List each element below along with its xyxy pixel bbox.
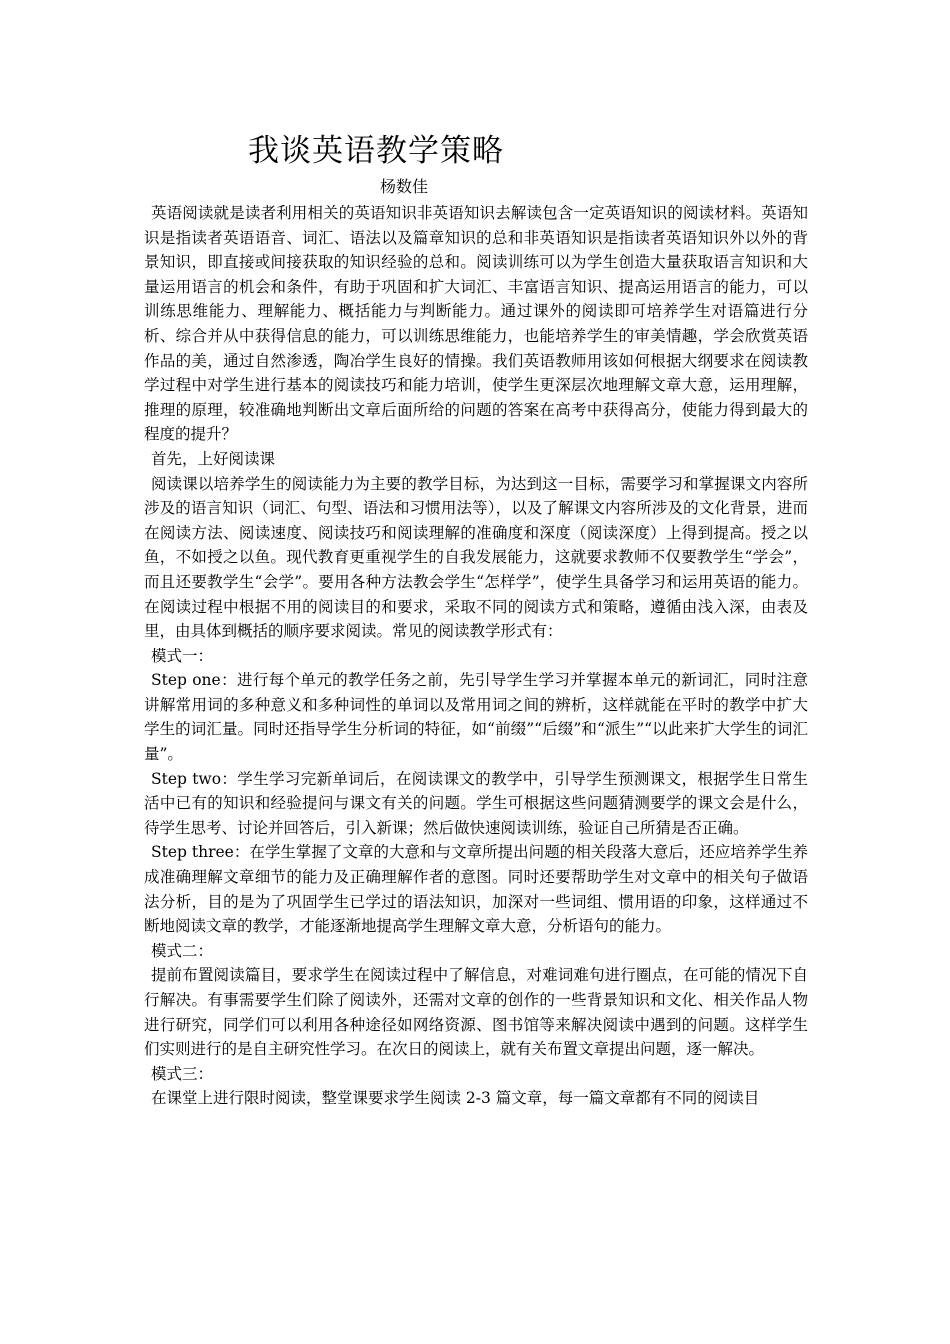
paragraph-step-two: Step two：学生学习完新单词后，在阅读课文的教学中，引导学生预测课文，根据学生日常生活中已有的知识和经验提问与课文有关的问题。学生可根据这些问题猜测要学的课文会是什么，待学生思考、讨论并回答后，引入新课；然后做快速阅读训练，验证自己所猜是否正确。 <box>144 769 808 837</box>
paragraph-mode-two: 提前布置阅读篇目，要求学生在阅读过程中了解信息，对难词难句进行圈点，在可能的情况下自行解决。有事需要学生们除了阅读外，还需对文章的创作的一些背景知识和文化、相关作品人物进行研究，同学们可以利用各种途径如网络资源、图书馆等来解决阅读中遇到的问题。这样学生们实则进行的是自主研究性学习。在次日的阅读上，就有关布置文章提出问题，逐一解决。 <box>144 966 808 1059</box>
paragraph-step-three: Step three：在学生掌握了文章的大意和与文章所提出问题的相关段落大意后，还应培养学生养成准确理解文章细节的能力及正确理解作者的意图。同时还要帮助学生对文章中的相关句子做语法分析，目的是为了巩固学生已学过的语法知识，加深对一些词组、惯用语的印象，这样通过不断地阅读文章的教学，才能逐渐地提高学生理解文章大意，分析语句的能力。 <box>144 843 808 936</box>
mode-two-heading: 模式二： <box>150 941 213 960</box>
paragraph-reading-class: 阅读课以培养学生的阅读能力为主要的教学目标，为达到这一目标，需要学习和掌握课文内容所涉及的语言知识（词汇、句型、语法和习惯用法等），以及了解课文内容所涉及的文化背景，进而在阅读方法、阅读速度、阅读技巧和阅读理解的准确度和深度（阅读深度）上得到提高。授之以鱼，不如授之以鱼。现代教育更重视学生的自我发展能力，这就要求教师不仅要教学生“学会”，而且还要教学生“会学”。要用各种方法教会学生“怎样学”，使学生具备学习和运用英语的能力。在阅读过程中根据不用的阅读目的和要求，采取不同的阅读方式和策略，遵循由浅入深，由表及里，由具体到概括的顺序要求阅读。常见的阅读教学形式有： <box>144 474 808 641</box>
mode-three-heading: 模式三： <box>150 1064 213 1083</box>
document-body <box>144 201 808 1111</box>
mode-one-heading: 模式一： <box>150 646 213 665</box>
section-heading-first: 首先，上好阅读课 <box>150 449 275 468</box>
paragraph-mode-three: 在课堂上进行限时阅读，整堂课要求学生阅读 2-3 篇文章，每一篇文章都有不同的阅读目 <box>150 1089 760 1108</box>
document-author: 杨数佳 <box>380 177 429 196</box>
document-title: 我谈英语教学策略 <box>248 133 504 169</box>
paragraph-step-one: Step one：进行每个单元的教学任务之前，先引导学生学习并掌握本单元的新词汇，同时注意讲解常用词的多种意义和多种词性的单词以及常用词之间的辨析，这样就能在平时的教学中扩大学生的词汇量。同时还指导学生分析词的特征，如“前缀”“后缀”和“派生”“以此来扩大学生的词汇量”。 <box>144 671 808 764</box>
paragraph-intro: 英语阅读就是读者利用相关的英语知识非英语知识去解读包含一定英语知识的阅读材料。英语知识是指读者英语语音、词汇、语法以及篇章知识的总和非英语知识是指读者英语知识外以外的背景知识，即直接或间接获取的知识经验的总和。阅读训练可以为学生创造大量获取语言知识和大量运用语言的机会和条件，有助于巩固和扩大词汇、丰富语言知识、提高运用语言的能力，可以训练思维能力、理解能力、概括能力与判断能力。通过课外的阅读即可培养学生对语篇进行分析、综合并从中获得信息的能力，可以训练思维能力，也能培养学生的审美情趣，学会欣赏英语作品的美，通过自然渗透，陶冶学生良好的情操。我们英语教师用该如何根据大纲要求在阅读教学过程中对学生进行基本的阅读技巧和能力培训，使学生更深层次地理解文章大意，运用理解，推理的原理，较准确地判断出文章后面所给的问题的答案在高考中获得高分，使能力得到最大的程度的提升？ <box>144 204 808 444</box>
